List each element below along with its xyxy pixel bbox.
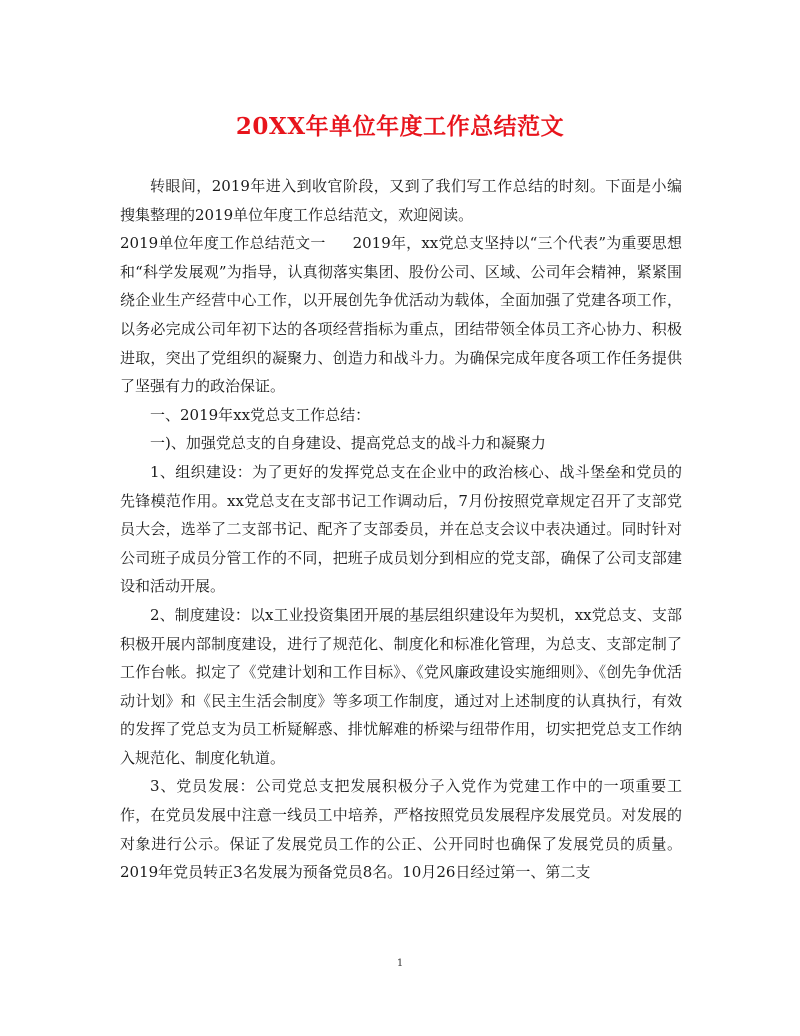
paragraph-one — [120, 229, 682, 401]
subsection-heading: 一)、加强党总支的自身建设、提高党总支的战斗力和凝聚力 — [150, 434, 546, 453]
item-paragraph-3: 3、党员发展：公司党总支把发展积极分子入党作为党建工作中的一项重要工作，在党员发展中注意一线员工中培养，严格按照党员发展程序发展党员。对发展的对象进行公示。保证了发展党员工作的公正、公开同时也确保了发展党员的质量。2019年党员转正3名发展为预备党员8名。10月26日经过第一、第二支 — [120, 777, 682, 882]
intro-paragraph: 转眼间，2019年进入到收官阶段，又到了我们写工作总结的时刻。下面是小编搜集整理的2019单位年度工作总结范文，欢迎阅读。 — [120, 177, 682, 224]
item-paragraph-1: 1、组织建设：为了更好的发挥党总支在企业中的政治核心、战斗堡垒和党员的先锋模范作用。xx党总支在支部书记工作调动后，7月份按照党章规定召开了支部党员大会，选举了二支部书记、配齐了支部委员，并在总支会议中表决通过。同时针对公司班子成员分管工作的不同，把班子成员划分到相应的党支部，确保了公司支部建设和活动开展。 — [120, 462, 682, 596]
document-title: 20XX年单位年度工作总结范文 — [235, 113, 565, 140]
item-paragraph-2: 2、制度建设：以x工业投资集团开展的基层组织建设年为契机，xx党总支、支部积极开展内部制度建设，进行了规范化、制度化和标准化管理，为总支、支部定制了工作台帐。拟定了《党建计划和工作目标》、《党风廉政建设实施细则》、《创先争优活动计划》和《民主生活会制度》等多项工作制度，通过对上述制度的认真执行，有效的发挥了党总支为员工析疑解惑、排忧解难的桥梁与纽带作用，切实把党总支工作纳入规范化、制度化轨道。 — [120, 605, 682, 767]
heading-one: 2019单位年度工作总结范文一 — [120, 234, 326, 253]
paragraph-one-text: 2019年，xx党总支坚持以“三个代表”为重要思想和“科学发展观”为指导，认真彻落实集团、股份公司、区域、公司年会精神，紧紧围绕企业生产经营中心工作，以开展创先争优活动为载体，全面加强了党建各项工作，以务必完成公司年初下达的各项经营指标为重点，团结带领全体员工齐心协力、积极进取，突出了党组织的凝聚力、创造力和战斗力。为确保完成年度各项工作任务提供了坚强有力的政治保证。 — [120, 234, 682, 396]
section-heading: 一、2019年xx党总支工作总结： — [150, 405, 371, 424]
document-body — [120, 172, 682, 887]
page-number: 1 — [396, 958, 404, 969]
